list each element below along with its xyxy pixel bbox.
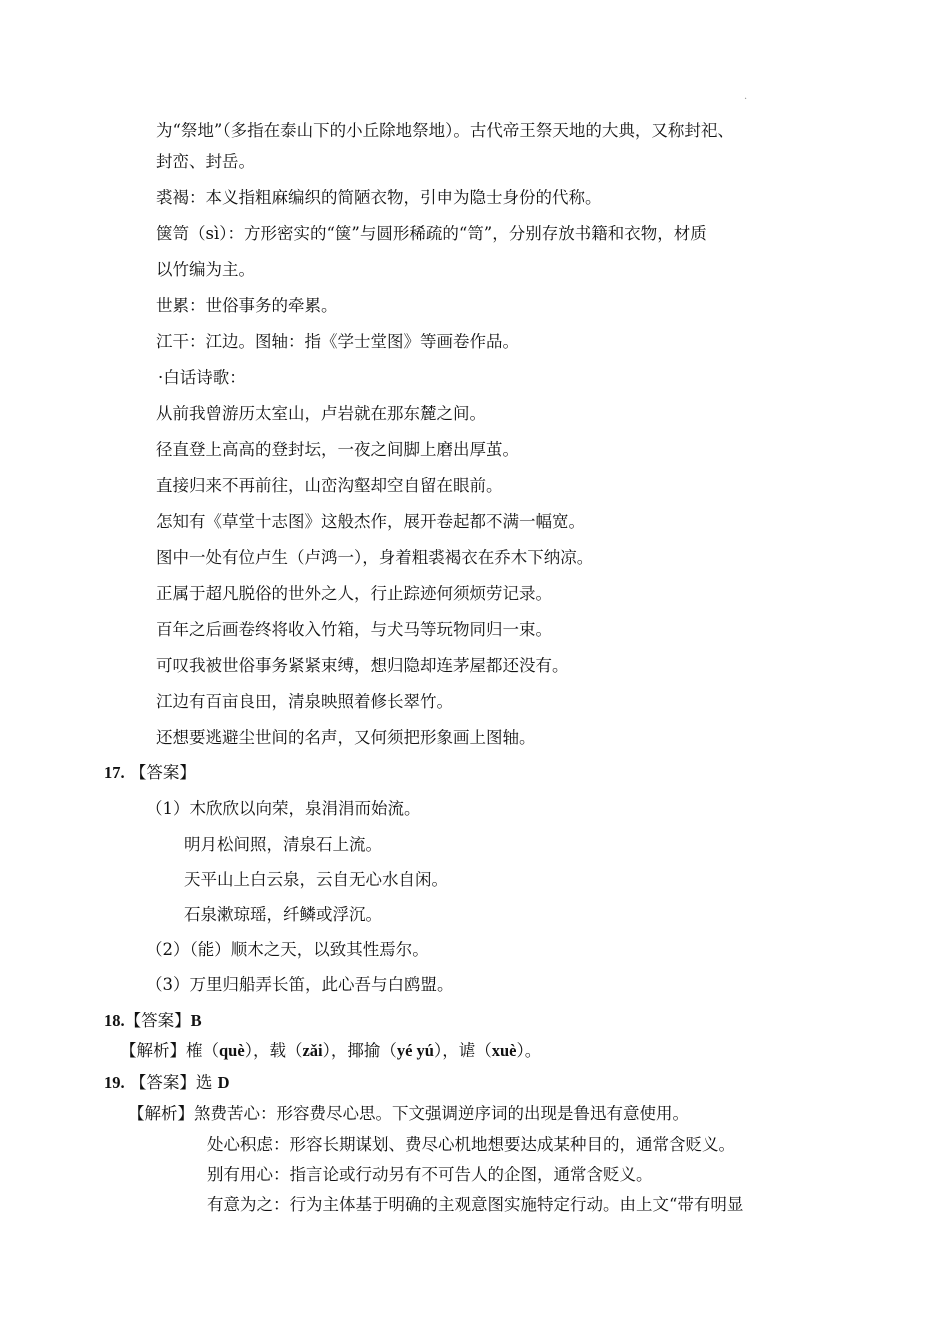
q19-header	[104, 1072, 230, 1094]
part-label: （2）	[146, 940, 190, 959]
poem-line: 怎知有《草堂十志图》这般杰作，展开卷起都不满一幅宽。	[156, 512, 585, 531]
answer-line: 天平山上白云泉，云自无心水自闲。	[184, 870, 448, 889]
q19-analysis	[128, 1103, 689, 1125]
q17-part-1	[146, 798, 421, 820]
analysis-label: 【解析】	[120, 1041, 186, 1060]
analysis-text: ）。	[516, 1041, 542, 1060]
pinyin: zǎi	[302, 1041, 323, 1060]
poem-line: 可叹我被世俗事务紧紧束缚，想归隐却连茅屋都还没有。	[156, 656, 569, 675]
answer-line: 明月松间照，清泉石上流。	[184, 835, 382, 854]
poem-line: 径直登上高高的登封坛，一夜之间脚上磨出厚茧。	[156, 440, 519, 459]
poem-heading: ·白话诗歌：	[158, 368, 246, 387]
note-line: 封峦、封岳。	[156, 152, 255, 171]
pinyin: yé yú	[396, 1041, 434, 1060]
part-label: （1）	[146, 799, 190, 818]
analysis-line: 有意为之：行为主体基于明确的主观意图实施特定行动。由上文“带有明显	[207, 1195, 744, 1214]
q18-analysis	[120, 1040, 541, 1062]
question-number: 17.	[104, 763, 125, 782]
poem-line: 还想要逃避尘世间的名声，又何须把形象画上图轴。	[156, 728, 536, 747]
analysis-line: 别有用心：指言论或行动另有不可告人的企图，通常含贬义。	[207, 1165, 653, 1184]
q17-part-3	[146, 974, 454, 996]
analysis-text: ），谑（	[433, 1041, 492, 1060]
note-line: 世累：世俗事务的牵累。	[156, 296, 338, 315]
poem-line: 正属于超凡脱俗的世外之人，行止踪迹何须烦劳记录。	[156, 584, 552, 603]
note-line: 江干：江边。图轴：指《学士堂图》等画卷作品。	[156, 332, 519, 351]
pinyin: què	[219, 1041, 245, 1060]
answer-line: 万里归船弄长笛，此心吾与白鸥盟。	[189, 975, 454, 994]
answer-line: 木欣欣以向荣，泉涓涓而始流。	[189, 799, 421, 818]
analysis-text: 榷（	[186, 1041, 219, 1060]
analysis-line: 处心积虑：形容长期谋划、费尽心机地想要达成某种目的，通常含贬义。	[207, 1135, 735, 1154]
part-label: （3）	[146, 975, 190, 994]
q17-part-2	[146, 939, 429, 961]
poem-line: 图中一处有位卢生（卢鸿一），身着粗裘褐衣在乔木下纳凉。	[156, 548, 594, 567]
answer-value: D	[217, 1073, 230, 1092]
analysis-text: ），载（	[244, 1041, 303, 1060]
q17-header	[104, 762, 196, 784]
note-line: 箧笥（sì）：方形密实的“箧”与圆形稀疏的“笥”，分别存放书籍和衣物，材质	[156, 224, 707, 243]
note-line: 为“祭地”（多指在泰山下的小丘除地祭地）。古代帝王祭天地的大典，又称封祀、	[156, 121, 734, 140]
answer-line: 石泉漱琼瑶，纤鳞或浮沉。	[184, 905, 382, 924]
analysis-label: 【解析】	[128, 1104, 194, 1123]
poem-line: 直接归来不再前往，山峦沟壑却空自留在眼前。	[156, 476, 503, 495]
question-number: 19.	[104, 1073, 125, 1092]
answer-line: （能）顺木之天，以致其性焉尔。	[189, 940, 429, 959]
poem-line: 江边有百亩良田，清泉映照着修长翠竹。	[156, 692, 453, 711]
note-line: 以竹编为主。	[156, 260, 255, 279]
poem-line: 从前我曾游历太室山，卢岩就在那东麓之间。	[156, 404, 486, 423]
answer-value: B	[190, 1011, 202, 1030]
question-number: 18.	[104, 1011, 125, 1030]
answer-label: 【答案】	[129, 1073, 196, 1092]
answer-label: 【答案】	[129, 763, 196, 782]
answer-prefix: 选	[195, 1073, 218, 1092]
poem-line: 百年之后画卷终将收入竹箱，与犬马等玩物同归一束。	[156, 620, 552, 639]
page-marker: ·	[744, 94, 748, 105]
analysis-text: ），揶揄（	[322, 1041, 397, 1060]
answer-label: 【答案】	[124, 1011, 191, 1030]
pinyin: xuè	[491, 1041, 517, 1060]
analysis-line: 煞费苦心：形容费尽心思。下文强调逆序词的出现是鲁迅有意使用。	[194, 1104, 689, 1123]
q18-header	[104, 1010, 202, 1032]
note-line: 裘褐：本义指粗麻编织的简陋衣物，引申为隐士身份的代称。	[156, 188, 602, 207]
